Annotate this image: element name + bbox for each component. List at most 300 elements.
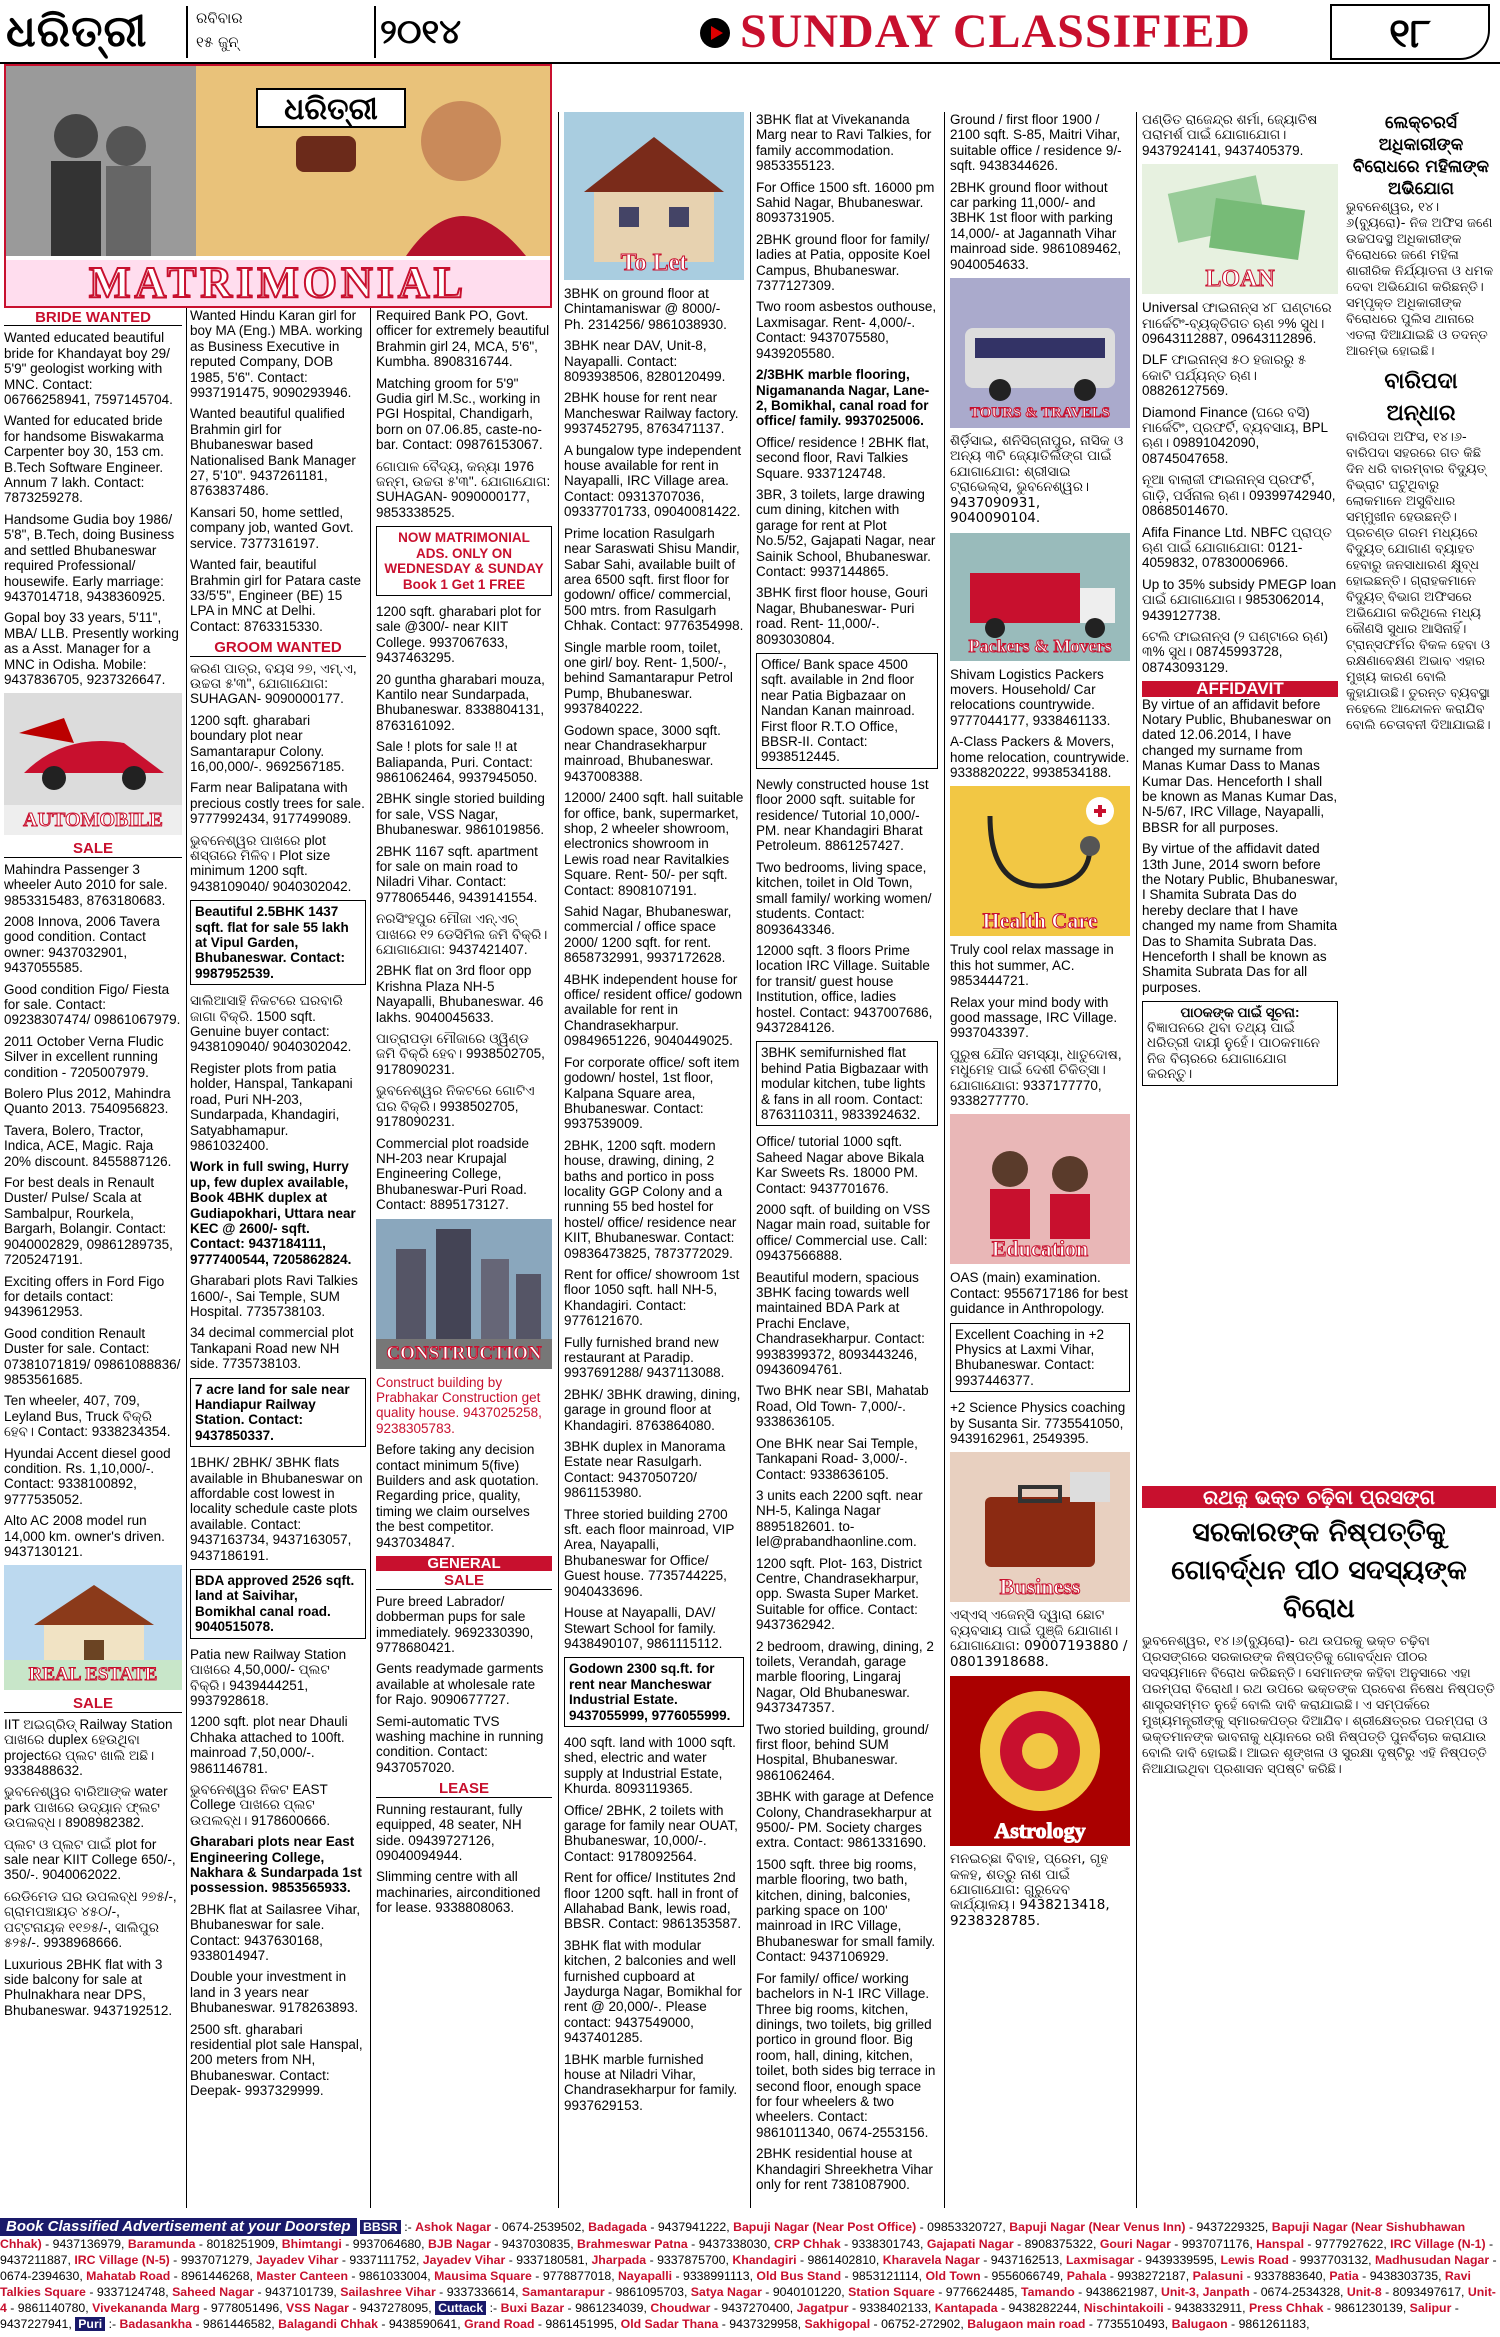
location-phone: 9438621987 bbox=[1085, 2285, 1155, 2299]
classified-ad: Sahid Nagar, Bhubaneswar, commercial / office space 2000/ 1200 sqft. for rent. 8658732991, 9937172628. bbox=[564, 904, 732, 966]
location-phone: 9438332911 bbox=[1174, 2301, 1243, 2315]
location-name: Hanspal bbox=[1256, 2237, 1304, 2251]
booking-location: Old Town - 9556066749, bbox=[925, 2269, 1067, 2283]
tours-banner: TOURS & TRAVELS bbox=[969, 405, 1111, 422]
location-phone: 9338991113 bbox=[682, 2269, 750, 2283]
classified-ad: Pure breed Labrador/ dobberman pups for sale immediately. 9692330390, 9778680421. bbox=[376, 1593, 534, 1656]
location-phone: 9337875700 bbox=[657, 2253, 726, 2267]
location-phone: 9437270400 bbox=[721, 2301, 790, 2315]
classified-ad: Gents readymade garments available at wholesale rate for Rajo. 9090677727. bbox=[376, 1661, 544, 1708]
bride-wanted-heading: BRIDE WANTED bbox=[4, 310, 182, 326]
booking-location: Master Canteen - 9861033004, bbox=[256, 2269, 435, 2283]
column-divider bbox=[186, 308, 187, 2208]
auto-sale-heading: SALE bbox=[4, 841, 182, 857]
classified-ad: For best deals in Renault Duster/ Pulse/ Scala at Sambalpur, Rourkela, Bargarh, Bolangir. Contact: 9040002829, 09861289735, 7205247191. bbox=[4, 1175, 173, 1268]
classified-ad: Up to 35% subsidy PMEGP loan ପାଇଁ ଯୋଗାଯୋଗ। 9853062014, 9439127738. bbox=[1142, 576, 1337, 623]
classified-ad: ପାତ୍ରାପଡ଼ା ମୌଜାରେ ଓ୍ୱିଣ୍ଡ ଜମି ବିକ୍ରି ହେବ। 9938502705, 9178090231. bbox=[376, 1031, 545, 1077]
classified-ad: Wanted fair, beautiful Brahmin girl for Patara caste 33/5'5", Engineer (BE) 15 LPA in MNC at Delhi. Contact: 8763315330. bbox=[190, 557, 362, 634]
business-ad: ଏସ୍‌ଏସ୍‌ ଏଜେନ୍ସି ଦ୍ୱାରା ଛୋଟ ବ୍ୟବସାୟ ପାଇଁ ପୁଞ୍ଜି ଯୋଗାଣ। ଯୋଗାଯୋଗ: 09007193880 / 08013918688. bbox=[950, 1607, 1128, 1670]
classified-ad: Slimming centre with all machinaries, airconditioned for lease. 9338808063. bbox=[376, 1869, 541, 1916]
to-let-banner: To Let bbox=[620, 250, 688, 276]
classified-ad: 1200 sqft. Plot- 163, District Centre, Chandrasekharpur, opp. Swasta Super Market. Suitable for office. Contact: 9437362942. bbox=[756, 1555, 922, 1633]
location-name: Badasankha bbox=[119, 2317, 192, 2331]
classified-ad: For Office 1500 sft. 16000 pm Sahid Nagar, Bhubaneswar. 8093731905. bbox=[756, 179, 935, 226]
location-phone: 8961446268 bbox=[181, 2269, 250, 2283]
classified-ad: 400 sqft. land with 1000 sqft. shed, electric and water supply at Industrial Estate, Khurda. 8093119365. bbox=[564, 1734, 736, 1797]
booking-location: Station Square - 9776624485, bbox=[848, 2285, 1022, 2299]
location-name: Gouri Nagar bbox=[1099, 2237, 1171, 2251]
classified-ad: 3BR, 3 toilets, large drawing cum dining, kitchen with garage for rent at Plot No.5/52, Gajapati Nagar, near Sainik School, Bhubaneswar. Contact: 9937144865. bbox=[756, 486, 936, 579]
location-phone: 9861451995 bbox=[545, 2317, 614, 2331]
booking-location: Baramunda - 8018251909, bbox=[127, 2237, 282, 2251]
construction-ad: Construct building by Prabhakar Construction get quality house. 9437025258, 9238305783. bbox=[376, 1374, 542, 1436]
booking-location: Unit-8 - 8093497617, bbox=[1346, 2285, 1468, 2299]
booking-location: BJB Nagar - 9437030835, bbox=[427, 2237, 578, 2251]
location-phone: 9338402133 bbox=[859, 2301, 928, 2315]
classified-ad: A bungalow type independent house available for rent in Nayapalli, IRC Village area. Contact: 09313707036, 09337701733, 09040081422. bbox=[564, 442, 742, 520]
classified-ad: Beautiful modern, spacious 3BHK facing towards well maintained BDA Park at Prachi Enclave, Chandrasekharpur. Contact: 9938399372, 8093443246, 09436094761. bbox=[756, 1269, 925, 1378]
classified-ad: 2011 October Verna Fludic Silver in excellent running condition - 7205007979. bbox=[4, 1033, 164, 1080]
classified-ad: ପ୍ଲଟ ଓ ପ୍ଲଟ ପାଇଁ plot for sale near KIIT College 650/-, 350/-. 9040062022. bbox=[4, 1836, 176, 1883]
classified-ad: Tavera, Bolero, Tractor, Indica, ACE, Magic. Raja 20% discount. 8455887126. bbox=[4, 1122, 172, 1169]
location-name: Kharavela Nagar bbox=[882, 2253, 980, 2267]
matrimonial-title: MATRIMONIAL bbox=[6, 260, 550, 306]
booking-location: Bapuji Nagar (Near Venus Inn) - 9437229325, bbox=[1009, 2220, 1272, 2234]
booking-location: Khandagiri - 9861402810, bbox=[732, 2253, 883, 2267]
health-care-banner: Health Care bbox=[982, 908, 1098, 934]
news-headline-1: ଲେକ୍ଚରର୍ସ ଅଧିକାରୀଙ୍କ ବିରୋଧରେ ମହିଳାଙ୍କ ଅଭିଯୋଗ bbox=[1352, 113, 1490, 199]
booking-location: CRP Chhak - 9338301743, bbox=[773, 2237, 927, 2251]
classified-ad: 2BHK house for rent near Mancheswar Railway factory. 9937452795, 8763471137. bbox=[564, 390, 739, 437]
classified-ad: 12000/ 2400 sqft. hall suitable for office, bank, supermarket, shop, 2 wheeler showroom, electronics showroom in Lewis road near Ravitalkies Square. Rent- 50/- per sqft. Contact: 8908107191. bbox=[564, 790, 744, 898]
classified-ad: Double your investment in land in 3 years near Bhubaneswar. 9178263893. bbox=[190, 1969, 359, 2016]
matrimonial-notice: NOW MATRIMONIAL ADS. ONLY ON WEDNESDAY & SUNDAY Book 1 Get 1 FREE bbox=[376, 526, 552, 596]
couple-illustration bbox=[6, 66, 196, 256]
classified-ad: ଭୁବନେଶ୍ୱର ନିକଟରେ ଗୋଟିଏ ଘର ବିକ୍ରି। 9938502705, 9178090231. bbox=[376, 1083, 535, 1130]
booking-location: Pahala - 9938272187, bbox=[1066, 2269, 1193, 2283]
location-name: Badagada bbox=[588, 2220, 647, 2234]
classified-ad: Prime location Rasulgarh near Saraswati Shisu Mandir, Sabar Sahi, available built of area 6500 sqft. first floor for godown/ office/ commercial, 500 mtrs. from Rasulgarh Chhak. Contact: 9776354998. bbox=[564, 525, 744, 634]
location-name: Salipur bbox=[1409, 2301, 1452, 2315]
location-name: Grand Road bbox=[464, 2317, 535, 2331]
classified-ad: 3BHK near DAV, Unit-8, Nayapalli. Contact: 8093938506, 8280120499. bbox=[564, 338, 726, 385]
automobile-image bbox=[4, 693, 182, 835]
location-name: Sakhigopal bbox=[804, 2317, 871, 2331]
classified-ad: 3BHK duplex in Manorama Estate near Rasulgarh. Contact: 9437050720/ 9861153980. bbox=[564, 1439, 726, 1501]
classified-ad: Rent for office/ showroom 1st floor 1050 sqft. hall NH-5, Khandagiri. Contact: 9776121670. bbox=[564, 1266, 740, 1329]
re-sale-heading: SALE bbox=[4, 1696, 182, 1712]
classified-ad: Two BHK near SBI, Mahatab Road, Old Town- 7,000/-. 9338636105. bbox=[756, 1383, 929, 1430]
booking-location: Sailashree Vihar - 9337336614, bbox=[340, 2285, 522, 2299]
classified-ad: Diamond Finance (ଘରେ ବସି) ମାର୍କେଟିଂ, ପ୍ରଫର୍ଟି, ବ୍ୟବସାୟ, BPL ଋଣ। 09891042090, 08745047658. bbox=[1142, 404, 1328, 466]
location-name: IRC Village (N-5) bbox=[74, 2253, 170, 2267]
news-body-1: ଭୁବନେଶ୍ୱର, ୧୪।୬(ବ୍ୟୁରୋ)- ନିଜ ଅଫିସ ଜଣେ ଉଚ୍ଚପଦସ୍ଥ ଅଧିକାରୀଙ୍କ ବିରୋଧରେ ଜଣେ ମହିଳା ଶାରୀରିକ ନିର୍ଯ୍ୟାତନା ଓ ଧମକ ଦେବା ଅଭିଯୋଗ କରିଛନ୍ତି। ସମ୍ପୃକ୍ତ ଅଧିକାରୀଙ୍କ ବିରୋଧରେ ପୁଲିସ ଥାନାରେ ଏତଲା ଦିଆଯାଇଛି ଓ ତଦନ୍ତ ଆରମ୍ଭ ହୋଇଛି। bbox=[1346, 200, 1494, 359]
classified-ad: 20 guntha gharabari mouza, Kantilo near Sundarpada, Bhubaneswar. 8338804131, 8763161092. bbox=[376, 671, 545, 733]
booking-location: Balagandi Chhak - 9438590641, bbox=[278, 2317, 465, 2331]
construction-ad-2: Before taking any decision contact minimum 5(five) Builders and ask quotation. Regarding price, quality, timing we claim ourselves the best competitor. 9437034847. bbox=[376, 1442, 539, 1550]
city-tag: BBSR bbox=[360, 2220, 401, 2234]
booking-location: Bhimtangi - 9937064680, bbox=[281, 2237, 428, 2251]
booking-location: Old Bus Stand - 9853121114, bbox=[756, 2269, 926, 2283]
rath-story bbox=[1142, 1480, 1496, 2210]
groom-wanted-heading: GROOM WANTED bbox=[190, 640, 366, 656]
column-2 bbox=[190, 308, 366, 2208]
location-name: Mausima Square bbox=[434, 2269, 532, 2283]
location-name: Saheed Nagar bbox=[172, 2285, 255, 2299]
location-name: IRC Village (N-1) bbox=[1390, 2237, 1486, 2251]
classified-ad: Wanted educated beautiful bride for Khandayat boy 29/ 5'9" geologist working with MNC. Contact: 06766258941, 7597145704. bbox=[4, 330, 173, 408]
classified-ad: 3BHK flat at Vivekananda Marg near to Ravi Talkies, for family accommodation. 9853355123. bbox=[756, 112, 932, 174]
location-name: Press Chhak bbox=[1248, 2301, 1324, 2315]
classified-ad: ଭୁବନେଶ୍ୱର ନିକଟ EAST College ପାଖରେ ପ୍ଲଟ ଉପଲବ୍ଧ। 9178600666. bbox=[190, 1781, 331, 1828]
location-name: Madhusudan Nagar bbox=[1375, 2253, 1490, 2267]
education-image bbox=[950, 1114, 1130, 1264]
rath-story-headline: ସରକାରଙ୍କ ନିଷ୍ପତ୍ତିକୁ ଗୋବର୍ଦ୍ଧନ ପୀଠ ସଦସ୍ୟଙ୍କ ବିରୋଧ bbox=[1171, 1517, 1467, 1624]
page-number: ୧୮ bbox=[1330, 4, 1490, 60]
booking-location: Choudwar - 9437270400, bbox=[650, 2301, 797, 2315]
location-name: Nayapalli bbox=[618, 2269, 673, 2283]
classified-ad: +2 Science Physics coaching by Susanta Sir. 7735541050, 9439162961, 2549395. bbox=[950, 1400, 1126, 1447]
location-phone: 9437278095 bbox=[359, 2301, 429, 2315]
classified-ad: DLF ଫାଇନାନ୍ସ ୫୦ ହଜାରରୁ ୫ କୋଟି ପର୍ଯ୍ୟନ୍ତ ଋଣ। 08826127569. bbox=[1142, 352, 1307, 399]
column-divider bbox=[558, 112, 559, 2208]
classified-ad: 3BHK with garage at Defence Colony, Chandrasekharpur at 9500/- PM. Society charges extra. Contact: 9861331690. bbox=[756, 1789, 934, 1851]
business-image bbox=[950, 1452, 1130, 1602]
construction-banner: CONSTRUCTION bbox=[376, 1339, 552, 1369]
classified-ad: Two bedrooms, living space, kitchen, toilet in Old Town, small family/ working women/ students. Contact: 8093643346. bbox=[756, 859, 932, 937]
location-name: Nischintakoili bbox=[1083, 2301, 1164, 2315]
classified-ad: Fully furnished brand new restaurant at Paradip. 9937691288/ 9437113088. bbox=[564, 1334, 725, 1381]
location-name: Jayadev Vihar bbox=[255, 2253, 339, 2267]
classified-ad: For family/ office/ working bachelors in N-1 IRC Village. Three big rooms, kitchen, dinings, two toilets, big grilled portico in ground floor. Big room, hall, dining, kitchen, toilet, both sides big terrace in second floor, enough space for four wheelers & two wheelers. Contact: 9861011340, 0674-2553156. bbox=[756, 1970, 936, 2140]
location-phone: 9937071176 bbox=[1181, 2237, 1250, 2251]
location-name: VSS Nagar bbox=[286, 2301, 349, 2315]
location-name: Baramunda bbox=[127, 2237, 196, 2251]
classified-ad: 1200 sqft. gharabari boundary plot near Samantarapur Colony. 16,00,000/-. 9692567185. bbox=[190, 712, 345, 774]
masthead bbox=[0, 0, 1500, 64]
reader-notice-title: ପାଠକଙ୍କ ପାଇଁ ସୂଚନା: bbox=[1180, 1005, 1300, 1021]
packers-banner: Packers & Movers bbox=[968, 635, 1112, 656]
booking-location: Kantapada - 9438282244, bbox=[934, 2301, 1084, 2315]
newspaper-logo: ଧରିତ୍ରୀ bbox=[6, 6, 148, 57]
classified-ad: ଭୁବନେଶ୍ୱର ବାରିଆଙ୍କ water park ପାଖରେ ଉଦ୍ୟାନ ଫ୍ଲଟ ଉପଲବ୍ଧ। 8908982382. bbox=[4, 1784, 168, 1831]
location-name: Jagatpur bbox=[796, 2301, 849, 2315]
location-phone: 9937064680 bbox=[352, 2237, 422, 2251]
classified-ad: Hyundai Accent diesel good condition. Rs. 1,10,000/-. Contact: 9338100892, 9777535052. bbox=[4, 1445, 171, 1507]
classified-ad: 2BHK 1167 sqft. apartment for sale on main road to Niladri Vihar. Contact: 9778065446, 9439141554. bbox=[376, 843, 538, 905]
booking-location: Nischintakoili - 9438332911, bbox=[1083, 2301, 1249, 2315]
classified-ad: Wanted for educated bride for handsome Biswakarma Carpenter boy 30, 153 cm. B.Tech Software Engineer. Annum 7 lakh. Contact: 7873259278. bbox=[4, 413, 164, 506]
astrology-image bbox=[950, 1676, 1130, 1846]
classified-ad: Wanted beautiful qualified Brahmin girl for Bhubaneswar based Nationalised Bank Manager 27, 5'10". 9437261181, 8763837486. bbox=[190, 406, 356, 499]
location-name: Brahmeswar Patna bbox=[577, 2237, 688, 2251]
location-phone: 9938272187 bbox=[1117, 2269, 1186, 2283]
news-column bbox=[1346, 112, 1496, 1472]
location-name: Patia bbox=[1329, 2269, 1359, 2283]
automobile-banner: AUTOMOBILE bbox=[4, 805, 182, 835]
classified-ad: For corporate office/ soft item godown/ hostel, 1st floor, Kalpana Square area, Bhubaneswar. Contact: 9937539009. bbox=[564, 1054, 740, 1132]
location-phone: 9437030835 bbox=[501, 2237, 571, 2251]
education-banner: Education bbox=[991, 1236, 1089, 1262]
classified-ad: Office/ 2BHK, 2 toilets with garage for family near OUAT, Bhubaneswar, 10,000/-. Contact: 9178092564. bbox=[564, 1802, 738, 1864]
location-name: Tamando bbox=[1021, 2285, 1075, 2299]
classified-ad: Two room asbestos outhouse, Laxmisagar. Rent- 4,000/-. Contact: 9437075580, 9439205580. bbox=[756, 299, 937, 361]
classified-ad: ନରସିଂହପୁର ମୌଜା ଏନ୍.ଏଚ୍ ପାଖରେ ୧୨ ଡେସିମିଲ ଜମି ବିକ୍ରି। ଯୋଗାଯୋଗ: 9437421407. bbox=[376, 911, 548, 958]
location-phone: 9438282244 bbox=[1008, 2301, 1077, 2315]
booking-location: Madhusudan Nagar - 0674-2394630, bbox=[0, 2253, 1497, 2283]
classified-ad: Good condition Renault Duster for sale. Contact: 07381071819/ 09861088836/ 9853561685. bbox=[4, 1325, 181, 1387]
classified-ad: 1BHK/ 2BHK/ 3BHK flats available in Bhubaneswar on affordable cost lowest in locality schedule caste plots available. Contact: 9437163734, 9437163057, 9437186191. bbox=[190, 1455, 363, 1563]
location-phone: 9937071279 bbox=[180, 2253, 250, 2267]
classified-ad: House at Nayapalli, DAV/ Stewart School for family. 9438490107, 9861115112. bbox=[564, 1605, 723, 1651]
construction-image bbox=[376, 1219, 552, 1369]
real-estate-banner: REAL ESTATE bbox=[4, 1660, 182, 1690]
location-phone: 9337124748 bbox=[96, 2285, 166, 2299]
booking-location: Old Sadar Thana - 9437329958, bbox=[620, 2317, 805, 2331]
classified-ad: Running restaurant, fully equipped, 48 seater, NH side. 09439727126, 09040094944. bbox=[376, 1801, 523, 1863]
booking-location: Saheed Nagar - 9437101739, bbox=[172, 2285, 341, 2299]
classified-ad: Shivam Logistics Packers movers. Household/ Car relocations countrywide. 9777044177, 9338461133. bbox=[950, 666, 1111, 728]
classified-ad: 3BHK first floor house, Gouri Nagar, Bhubaneswar- Puri road. Rent- 11,000/-. 8093030804. bbox=[756, 585, 928, 647]
packers-image bbox=[950, 533, 1130, 661]
location-name: Ashok Nagar bbox=[415, 2220, 492, 2234]
location-name: Old Sadar Thana bbox=[620, 2317, 719, 2331]
location-name: Unit-3, Janpath bbox=[1160, 2285, 1250, 2299]
classified-ad: 4BHK independent house for office/ resident office/ godown available for rent in Chandrasekharpur. 09849651226, 9040449025. bbox=[564, 971, 743, 1049]
location-phone: 9338301743 bbox=[851, 2237, 921, 2251]
booking-location: Nayapalli - 9338991113, bbox=[618, 2269, 757, 2283]
location-phone: 9861140780 bbox=[17, 2301, 86, 2315]
booking-location: Mausima Square - 9778877018, bbox=[434, 2269, 619, 2283]
booking-location: VSS Nagar - 9437278095, bbox=[286, 2301, 436, 2315]
booking-location: Tamando - 9438621987, bbox=[1021, 2285, 1161, 2299]
location-name: Balugaon bbox=[1171, 2317, 1228, 2331]
location-name: Bapuji Nagar (Near Venus Inn) bbox=[1009, 2220, 1186, 2234]
location-name: Gajapati Nagar bbox=[926, 2237, 1014, 2251]
column-7 bbox=[1142, 112, 1338, 1472]
classified-ad: Alto AC 2008 model run 14,000 km. owner's driven. 9437130121. bbox=[4, 1513, 165, 1559]
booking-location: Grand Road - 9861451995, bbox=[464, 2317, 621, 2331]
semifurnished-flat-box: 3BHK semifurnished flat behind Patia Bigbazaar with modular kitchen, tube lights & fans in all room. Contact: 8763110311, 9833924632. bbox=[756, 1041, 938, 1126]
classified-ad: Gopal boy 33 years, 5'11", MBA/ LLB. Presently working as a Asst. Manager for a MNC in Odisha. Mobile: 9437836705, 9237326647. bbox=[4, 610, 179, 687]
land-sale-box: 7 acre land for sale near Handiapur Railway Station. Contact: 9437850337. bbox=[190, 1378, 366, 1448]
booking-location: Mahatab Road - 8961446268, bbox=[86, 2269, 257, 2283]
booking-location: Gajapati Nagar - 8908375322, bbox=[926, 2237, 1100, 2251]
plots-ad: Gharabari plots near East Engineering College, Nakhara & Sundarpada 1st possession. 9853565933. bbox=[190, 1834, 362, 1896]
classified-ad: Kansari 50, home settled, company job, wanted Govt. service. 7377316197. bbox=[190, 504, 354, 551]
location-phone: 9437162513 bbox=[990, 2253, 1060, 2267]
column-3 bbox=[376, 112, 552, 2208]
location-phone: 7735510493 bbox=[1096, 2317, 1165, 2331]
business-banner: Business bbox=[999, 1574, 1081, 1600]
classified-ad: 2000 sqft. of building on VSS Nagar main road, suitable for office/ Commercial use. Call: 09437566888. bbox=[756, 1202, 931, 1264]
classified-ad: By virtue of an affidavit before Notary Public, Bhubaneswar on dated 12.06.2014, I have changed my surname from Manas Kumar Dass to Manas Kumar Das. Henceforth I shall be known as Manas Kumar Das, N-5/67, IRC Village, Nayapalli, BBSR for all purposes. bbox=[1142, 696, 1338, 835]
classified-ad: Mahindra Passenger 3 wheeler Auto 2010 for sale. 9853315483, 8763180683. bbox=[4, 861, 168, 908]
booking-location: Laxmisagar - 9439339595, bbox=[1065, 2253, 1221, 2267]
booking-location: Badasankha - 9861446582, bbox=[119, 2317, 279, 2331]
location-name: Buxi Bazar bbox=[500, 2301, 565, 2315]
doorstep-title: Book Classified Advertisement at your Doorstep bbox=[0, 2218, 357, 2236]
godown-box: Godown 2300 sq.ft. for rent near Mancheswar Industrial Estate. 9437055999, 9776055999. bbox=[564, 1657, 744, 1727]
booking-location: Balugaon - 9861261183, bbox=[1171, 2317, 1310, 2331]
location-name: Kantapada bbox=[934, 2301, 998, 2315]
location-phone: 0674-2539502 bbox=[501, 2220, 582, 2234]
location-phone: 9937703132 bbox=[1299, 2253, 1369, 2267]
booking-location: Lewis Road - 9937703132, bbox=[1220, 2253, 1376, 2267]
astrology-banner: Astrology bbox=[994, 1818, 1086, 1844]
loan-banner: LOAN bbox=[1205, 266, 1275, 293]
classified-ad: 2BHK flat at Sailasree Vihar, Bhubaneswar for sale. Contact: 9437630168, 9338014947. bbox=[190, 1901, 361, 1963]
location-name: Bapuji Nagar (Near Sishubhawan Chhak) bbox=[0, 2220, 1466, 2251]
rath-story-body: ଭୁବନେଶ୍ୱର, ୧୪।୬(ବ୍ୟୁରୋ)- ରଥ ଉପରକୁ ଭକ୍ତ ଚଢ଼ିବା ପ୍ରସଙ୍ଗରେ ସରକାରଙ୍କ ନିଷ୍ପତ୍ତିକୁ ଗୋବର୍ଦ୍ଧନ ପୀଠର ସଦସ୍ୟମାନେ ବିରୋଧ କରିଛନ୍ତି। ସେମାନଙ୍କ କହିବା ଅନୁସାରେ ଏହା ପରମ୍ପରା ବିରୋଧୀ। ରଥ ଉପରେ ଭକ୍ତଙ୍କ ପ୍ରବେଶ ନିଷେଧ ନିଷ୍ପତ୍ତି ଶାସ୍ତ୍ରସମ୍ମତ ନୁହେଁ ବୋଲି ଦାବି କରାଯାଇଛି। ଏ ସମ୍ପର୍କରେ ମୁଖ୍ୟମନ୍ତ୍ରୀଙ୍କୁ ସ୍ମାରକପତ୍ର ଦିଆଯିବ। ଶ୍ରୀକ୍ଷେତ୍ରର ପରମ୍ପରା ଓ ଭକ୍ତମାନଙ୍କ ଭାବନାକୁ ଧ୍ୟାନରେ ରଖି ନିଷ୍ପତ୍ତି ପୁନର୍ବିଚାର କରାଯାଉ ବୋଲି ଦାବି ହୋଇଛି। ଆଇନ ଶୃଙ୍ଖଳା ଓ ସୁରକ୍ଷା ଦୃଷ୍ଟିରୁ ଏହି ନିଷ୍ପତ୍ତି ନିଆଯାଇଥିବା ପ୍ରଶାସନ ସ୍ପଷ୍ଟ କରିଛି। bbox=[1142, 1634, 1495, 1777]
tours-image bbox=[950, 278, 1130, 428]
location-name: Khandagiri bbox=[732, 2253, 797, 2267]
city-tag: Puri bbox=[75, 2317, 105, 2331]
location-name: Bapuji Nagar (Near Post Office) bbox=[733, 2220, 917, 2234]
location-phone: 9861095703 bbox=[615, 2285, 684, 2299]
classified-ad: Ten wheeler, 407, 709, Leyland Bus, Truck ବିକ୍ରି ହେବ। Contact: 9338234354. bbox=[4, 1393, 171, 1440]
location-name: Unit-8 bbox=[1346, 2285, 1382, 2299]
location-phone: 9437211887 bbox=[0, 2253, 68, 2267]
booking-location: Buxi Bazar - 9861234039, bbox=[500, 2301, 651, 2315]
booking-location: Salipur - 9437227941, bbox=[0, 2301, 1459, 2331]
location-name: Sailashree Vihar bbox=[340, 2285, 436, 2299]
classified-ad: 34 decimal commercial plot Tankapani Road new NH side. 7735738103. bbox=[190, 1325, 354, 1372]
location-phone: 9778877018 bbox=[542, 2269, 612, 2283]
location-phone: 0674-2534328 bbox=[1260, 2285, 1341, 2299]
classified-ad: Gharabari plots Ravi Talkies 1600/-, Sai Temple, SUM Hospital. 7735738103. bbox=[190, 1273, 358, 1319]
booking-location: Jayadev Vihar - 9337111752, bbox=[255, 2253, 423, 2267]
location-name: Jayadev Vihar bbox=[422, 2253, 506, 2267]
location-phone: 9437329958 bbox=[729, 2317, 798, 2331]
issue-year: ୨୦୧୪ bbox=[380, 12, 462, 52]
classified-ad: Godown space, 3000 sqft. near Chandrasekharpur mainroad, Bhubaneswar. 9437008388. bbox=[564, 722, 721, 784]
classified-ad: Rent for office/ Institutes 2nd floor 1200 sqft. hall in front of Allahabad Bank, lewis road, BBSR. Contact: 9861353587. bbox=[564, 1870, 742, 1932]
booking-location: Balugaon main road - 7735510493, bbox=[967, 2317, 1172, 2331]
to-let-image bbox=[564, 112, 744, 280]
classified-ad: 2500 sft. gharabari residential plot sale Hanspal, 200 meters from NH, Bhubaneswar. Contact: Deepak- 9937329999. bbox=[190, 2021, 363, 2099]
location-phone: 9777927622 bbox=[1314, 2237, 1384, 2251]
affidavit-heading: AFFIDAVIT bbox=[1142, 681, 1338, 696]
classified-ad: Handsome Gudia boy 1986/ 5'8", B.Tech, doing Business and settled Bhubaneswar required Professional/ housewife. Early marriage: 9437014718, 9438360925. bbox=[4, 511, 175, 604]
location-phone: 8093497617 bbox=[1392, 2285, 1462, 2299]
classified-ad: Wanted Hindu Karan girl for boy MA (Eng.) MBA. working as Business Executive in reputed Company, DOB 1985, 5'6". Contact: 9937191475, 9090293946. bbox=[190, 308, 363, 401]
location-phone: 9853121114 bbox=[852, 2269, 919, 2283]
location-phone: 9337336614 bbox=[446, 2285, 516, 2299]
classified-ad: ଟେଲି ଫାଇନାନ୍ସ (୨ ଘଣ୍ଟାରେ ଋଣ) ୩% ସୁଧ। 08745993728, 08743093129. bbox=[1142, 628, 1329, 675]
classified-ad: 3BHK flat with modular kitchen, 2 balconies and well furnished cupboard at Jaydurga Nagar, Bomikhal for rent @ 20,000/-. Please contact: 9437549000, 9437401285. bbox=[564, 1937, 742, 2046]
issue-day: ରବିବାର bbox=[196, 9, 243, 27]
classified-ad: Newly constructed house 1st floor 2000 sqft. suitable for residence/ Tutorial 10,000/- PM. near Khandagiri Bharat Petroleum. 8861257427. bbox=[756, 776, 929, 854]
location-phone: 9040101220 bbox=[772, 2285, 842, 2299]
location-name: CRP Chhak bbox=[773, 2237, 841, 2251]
classified-ad: 12000 sqft. 3 floors Prime location IRC Village. Suitable for transit/ guest house Institution, office, ladies hostel. Contact: 9437007686, 9437284126. bbox=[756, 942, 933, 1035]
column-6 bbox=[950, 112, 1130, 2208]
classified-ad: 1200 sqft. gharabari plot for sale @300/- near KIIT College. 9937067633, 9437463295. bbox=[376, 603, 542, 666]
location-name: Old Bus Stand bbox=[756, 2269, 842, 2283]
location-phone: 9556066749 bbox=[991, 2269, 1060, 2283]
classified-ad: Luxurious 2BHK flat with 3 side balcony for sale at Phulnakhara near DPS, Bhubaneswar. 9437192512. bbox=[4, 1956, 173, 2018]
booking-location: Unit-4 - 9861140780, bbox=[0, 2285, 1496, 2315]
classified-ad: Relax your mind body with good massage, IRC Village. 9937043397. bbox=[950, 994, 1118, 1041]
classified-ad: ରେଡିମେଡ ଘର ଉପଲବ୍ଧ ୨୭୫/-, ଗ୍ରାମପଞ୍ଚାୟତ ୪୫୦/-, ପଟ୍ଟନାୟକ ୧୧୭୫/-, ସାଲିପୁର ୫୨୫/-. 9938968666. bbox=[4, 1888, 177, 1951]
classified-ad: Register plots from patia holder, Hanspal, Tankapani road, Puri NH-203, Sundarpada, Khandagiri, Satyabhamapur. 9861032400. bbox=[190, 1060, 353, 1153]
issue-date bbox=[186, 6, 376, 58]
location-phone: 9437338030 bbox=[698, 2237, 768, 2251]
location-phone: 9438303735 bbox=[1369, 2269, 1439, 2283]
classified-ad: ପଣ୍ଡିତ ରାଜେନ୍ଦ୍ର ଶର୍ମା, ଜ୍ୟୋତିଷ ପରାମର୍ଶ ପାଇଁ ଯୋଗାଯୋଗ। 9437924141, 9437405379. bbox=[1142, 112, 1318, 158]
classified-ad: 1500 sqft. three big rooms, marble flooring, two bath, kitchen, dining, balconies, parking space on 100' mainroad in IRC Village, Bhubaneswar for small family. Contact: 9437106929. bbox=[756, 1856, 936, 1965]
section-title: SUNDAY CLASSIFIED bbox=[740, 5, 1251, 58]
classified-ad: Exciting offers in Ford Figo for details contact: 9439612953. bbox=[4, 1273, 165, 1320]
location-name: Jharpada bbox=[591, 2253, 647, 2267]
column-1 bbox=[4, 308, 182, 2208]
column-divider bbox=[1136, 112, 1137, 2208]
classified-ad: ନୂଆ ବାଲାଜୀ ଫାଇନାନ୍ସ ପ୍ରଫର୍ଟି, ଗାଡ଼ି, ପର୍ସନାଲ ଋଣ। 09399742940, 08685014670. bbox=[1142, 472, 1336, 519]
city-tag: Cuttack bbox=[435, 2301, 486, 2315]
location-name: Mahatab Road bbox=[86, 2269, 171, 2283]
booking-location: Hanspal - 9777927622, bbox=[1256, 2237, 1391, 2251]
classified-ad: Office/ residence ! 2BHK flat, second floor, Ravi Talkies Square. 9337124748. bbox=[756, 434, 930, 481]
column-divider bbox=[750, 112, 751, 2208]
classified-ad: 1200 sqft. plot near Dhauli Chhaka attached to 100ft. mainroad 7,50,000/-. 9861146781. bbox=[190, 1714, 348, 1776]
booking-location: Vivekananda Marg - 9778051496, bbox=[92, 2301, 287, 2315]
booking-location: Jagatpur - 9338402133, bbox=[796, 2301, 935, 2315]
classified-ad: Commercial plot roadside NH-203 near Krupajal Engineering College, Bhubaneswar-Puri Road. Contact: 8895173127. bbox=[376, 1135, 530, 1213]
booking-location: Ashok Nagar - 0674-2539502, bbox=[415, 2220, 589, 2234]
classified-ad: 2BHK single storied building for sale, VSS Nagar, Bhubaneswar. 9861019856. bbox=[376, 791, 545, 838]
bda-land-box: BDA approved 2526 sqft. land at Saivihar, Bomikhal canal road. 9040515078. bbox=[190, 1569, 366, 1639]
astrology-ad: ମନଇଚ୍ଛା ବିବାହ, ପ୍ରେମ, ଗୃହ କଳହ, ଶତ୍ରୁ ନାଶ ପାଇଁ ଯୋଗାଯୋଗ: ଗୁରୁଦେବ କାର୍ଯ୍ୟାଳୟ। 9438213418, 9238328785. bbox=[950, 1851, 1110, 1929]
classified-ad: Single marble room, toilet, one girl/ boy. Rent- 1,500/-, behind Samantarapur Petrol Pump, Bhubaneswar. 9937840222. bbox=[564, 639, 733, 717]
booking-location: Gouri Nagar - 9937071176, bbox=[1099, 2237, 1257, 2251]
booking-location: Brahmeswar Patna - 9437338030, bbox=[577, 2237, 774, 2251]
booking-location: Jharpada - 9337875700, bbox=[591, 2253, 733, 2267]
classified-ad: 2BHK flat on 3rd floor opp Krishna Plaza NH-5 Nayapalli, Bhubaneswar. 46 lakhs. 9040045633. bbox=[376, 963, 544, 1025]
classified-ad: 3 units each 2200 sqft. near NH-5, Kalinga Nagar 8895182601. to- lel@prabandhaonline.com. bbox=[756, 1487, 923, 1550]
location-phone: 8018251909 bbox=[206, 2237, 275, 2251]
booking-location: Bapuji Nagar (Near Post Office) - 09853320727, bbox=[733, 2220, 1010, 2234]
location-name: Bhimtangi bbox=[281, 2237, 342, 2251]
office-space-box: Office/ Bank space 4500 sqft. available in 2nd floor near Patia Bigbazaar on Nandan Kanan mainroad. First floor R.T.O Office, BBSR-II. Contact: 9938512445. bbox=[756, 653, 938, 769]
column-5 bbox=[756, 112, 938, 2208]
location-phone: 9861446582 bbox=[202, 2317, 272, 2331]
location-phone: 8908375322 bbox=[1024, 2237, 1093, 2251]
booking-location: Ravi Talkies Square - 9337124748, bbox=[0, 2269, 1471, 2299]
booking-location: Samantarapur - 9861095703, bbox=[521, 2285, 691, 2299]
classified-ad: 2BHK ground floor without car parking 11,000/- and 3BHK 1st floor with parking 14,000/- at Jagannath Vihar mainroad side. 9861089462, 9040054633. bbox=[950, 179, 1122, 272]
marble-flooring-ad: 2/3BHK marble flooring, Nigamananda Nagar, Lane-2, Bomikhal, canal road for office/ family. 9937025006. bbox=[756, 367, 930, 429]
classified-ad: Patia new Railway Station ପାଖରେ 4,50,000/- ପ୍ଲଟ ବିକ୍ରି। 9439444251, 9937928618. bbox=[190, 1646, 347, 1708]
classified-ad: Bolero Plus 2012, Mahindra Quanto 2013. 7540956823. bbox=[4, 1086, 171, 1117]
location-name: BJB Nagar bbox=[427, 2237, 491, 2251]
location-phone: 9437941222 bbox=[657, 2220, 727, 2234]
loan-image bbox=[1142, 164, 1338, 294]
classified-ad: ସାଲିଆସାହି ନିକଟରେ ଘରବାରି ଜାଗା ବିକ୍ରି. 1500 sqft. Genuine buyer contact: 9438109040/ 9040302042. bbox=[190, 993, 352, 1055]
booking-location: IRC Village (N-5) - 9937071279, bbox=[74, 2253, 256, 2267]
classified-ad: A-Class Packers & Movers, home relocation, countrywide. 9338820222, 9938534188. bbox=[950, 734, 1130, 780]
classified-ad: One BHK near Sai Temple, Tankapani Road- 3,000/-. Contact: 9338636105. bbox=[756, 1435, 918, 1482]
booking-location: Badagada - 9437941222, bbox=[588, 2220, 734, 2234]
booking-location: Satya Nagar - 9040101220, bbox=[690, 2285, 849, 2299]
location-phone: 9861261183 bbox=[1238, 2317, 1307, 2331]
classified-ad: 2BHK residential house at Khandagiri Shreekhetra Vihar only for rent 7381087900. bbox=[756, 2146, 933, 2192]
real-estate-image bbox=[4, 1565, 182, 1690]
classified-ad: 3BHK on ground floor at Chintamaniswar @ 8000/- Ph. 2314256/ 9861038930. bbox=[564, 286, 727, 332]
location-name: Samantarapur bbox=[521, 2285, 605, 2299]
classified-ad: ଗୋପାଳ ବୈଦ୍ୟ, କନ୍ୟା 1976 ଜନ୍ମ, ଉଚ୍ଚତା ୫'୩". ଯୋଗାଯୋଗ: SUHAGAN- 9090000177, 9853338525. bbox=[376, 458, 551, 520]
classified-ad: 2BHK/ 3BHK drawing, dining, garage in ground floor at Khandagiri. 8763864080. bbox=[564, 1386, 741, 1433]
